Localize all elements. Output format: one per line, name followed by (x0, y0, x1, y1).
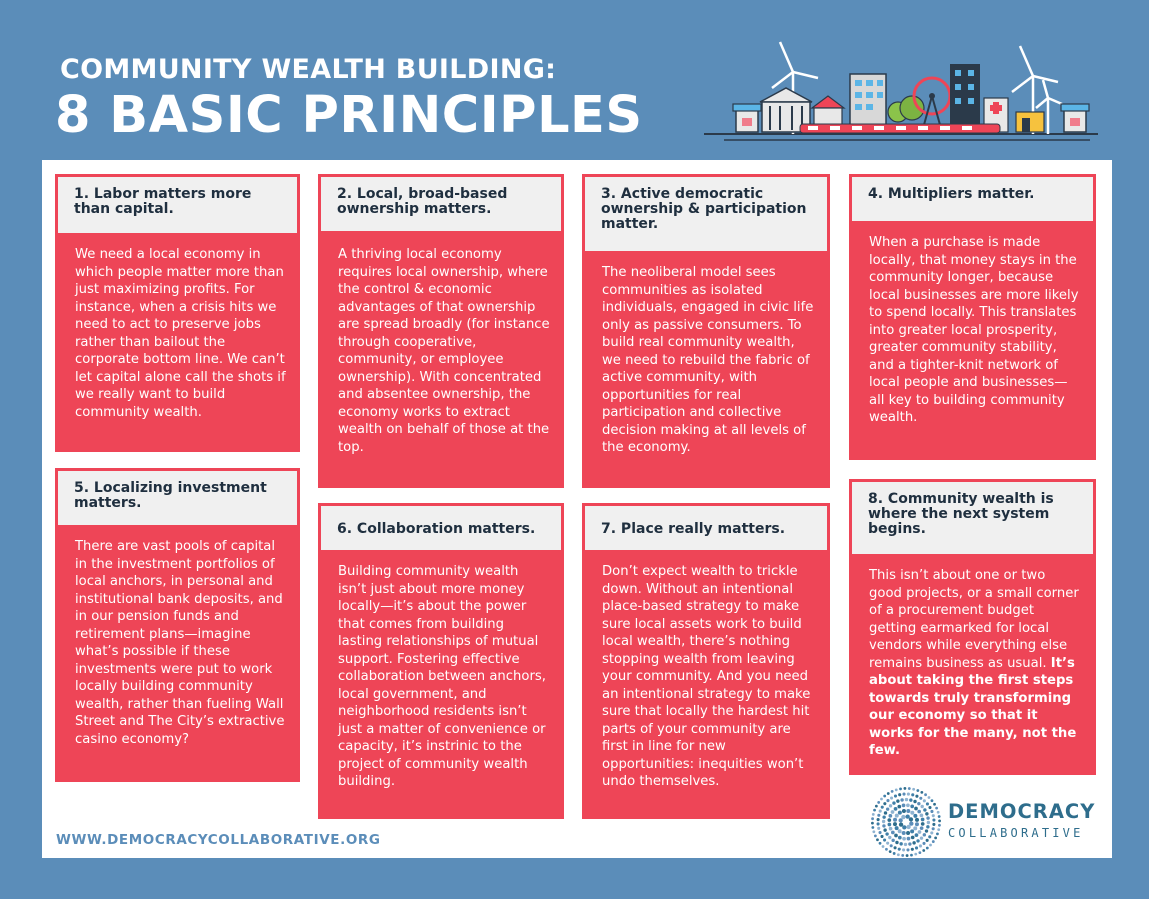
principle-card-3 (582, 174, 830, 488)
city-skyline-illustration (700, 38, 1100, 148)
principle-card-body: A thriving local economy requires local ownership, where the control & economic advantages of that ownership are spread broadly (for instance through cooperative, community, or employee ownership). With concentrated and absentee ownership, the economy works to extract wealth on behalf of those at the top. (318, 234, 564, 488)
principle-card-body-emphasis: It’s about taking the first steps towards truly transforming our economy so that it works for the many, not the few. (869, 655, 1077, 758)
principle-card-7 (582, 503, 830, 819)
principle-card-1 (55, 174, 300, 452)
principle-card-body: The neoliberal model sees communities as isolated individuals, engaged in civic life only as passive consumers. To build real community wealth, we need to rebuild the fabric of active community, with opportunities for real participation and collective decision making at all levels of the economy. (582, 254, 830, 488)
principle-card-2 (318, 174, 564, 488)
democracy-collaborative-logo-icon (868, 784, 944, 860)
principle-card-body: We need a local economy in which people matter more than just maximizing profits. For instance, when a crisis hits we need to act to preserve jobs rather than bailout the corporate bottom line. We can’t let capital alone call the shots if we really want to build community wealth. (55, 236, 300, 452)
principle-card-6 (318, 503, 564, 819)
principle-card-body: Building community wealth isn’t just about more money locally—it’s about the power that comes from building lasting relationships of mutual support. Fostering effective collaboration between anchors, local government, and neighborhood residents isn’t just a matter of convenience or capacity, it’s instrinic to the project of community wealth building. (318, 553, 564, 819)
principle-card-title: 5. Localizing investment matters. (55, 468, 300, 528)
principle-card-body-text: This isn’t about one or two good projects, or a small corner of a procurement budget getting earmarked for local vendors while everything else remains business as usual. (869, 568, 1079, 671)
principle-card-body: When a purchase is made locally, that money stays in the community longer, because local businesses are more likely to spend locally. This translates into greater local prosperity, greater community stability, and a tighter-knit network of local people and businesses—all key to building community wealth. (849, 224, 1096, 460)
page-subtitle: COMMUNITY WEALTH BUILDING: (60, 54, 557, 85)
principle-card-title: 8. Community wealth is where the next system begins. (849, 479, 1096, 557)
logo-wordmark-line1: DEMOCRACY (948, 800, 1096, 823)
website-link[interactable]: WWW.DEMOCRACYCOLLABORATIVE.ORG (56, 832, 381, 848)
principle-card-body: There are vast pools of capital in the investment portfolios of local anchors, in personal and institutional bank deposits, and in our pension funds and retirement plans—imagine what’s possible if these investments were put to work locally building community wealth, rather than fueling Wall Street and The City’s extractive casino economy? (55, 528, 300, 782)
principle-card-5 (55, 468, 300, 782)
principle-card-8 (849, 479, 1096, 775)
principle-card-body (849, 557, 1096, 775)
logo-wordmark-line2: COLLABORATIVE (948, 826, 1084, 840)
page-title: 8 BASIC PRINCIPLES (55, 86, 643, 145)
principle-card-4 (849, 174, 1096, 460)
principle-card-title: 4. Multipliers matter. (849, 174, 1096, 224)
principle-card-title: 6. Collaboration matters. (318, 503, 564, 553)
principle-card-title: 1. Labor matters more than capital. (55, 174, 300, 236)
principle-card-title: 2. Local, broad-based ownership matters. (318, 174, 564, 234)
principle-card-body: Don’t expect wealth to trickle down. Without an intentional place-based strategy to make sure local assets work to build local wealth, there’s nothing stopping wealth from leaving your community. And you need an intentional strategy to make sure that locally the hardest hit parts of your community are first in line for new opportunities: inequities won’t undo themselves. (582, 553, 830, 819)
principle-card-title: 3. Active democratic ownership & participation matter. (582, 174, 830, 254)
principle-card-title: 7. Place really matters. (582, 503, 830, 553)
